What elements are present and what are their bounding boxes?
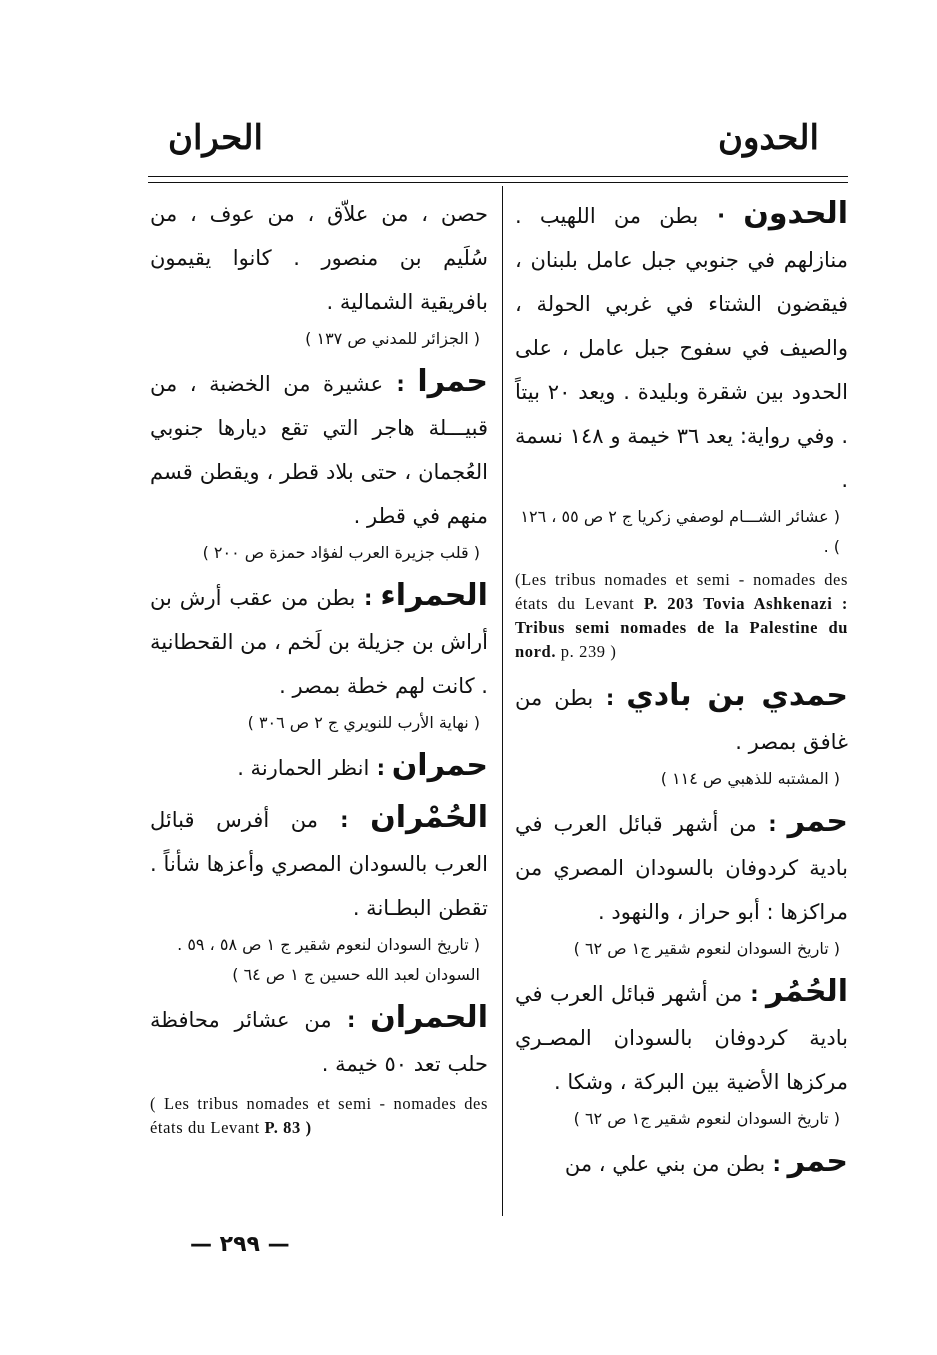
entry-separator: : bbox=[756, 812, 777, 836]
entry-separator: : bbox=[742, 982, 759, 1006]
entry-alhumur bbox=[515, 970, 848, 1134]
right-column bbox=[515, 192, 848, 1192]
entry-separator: · bbox=[698, 204, 726, 228]
entry-body bbox=[150, 996, 488, 1086]
entry-separator: : bbox=[383, 372, 405, 396]
entry-humar-bani-ali bbox=[515, 1140, 848, 1186]
entry-source: ( تاريخ السودان لنعوم شقير ج ١ ص ٥٨ ، ٥٩ . السودان لعبد الله حسين ج ١ ص ٦٤ ) bbox=[177, 935, 480, 984]
entry-text: بطن من عقب أرش بن أراش بن جزيلة بن لَخم ، من القحطانية . كانت لهم خطة بمصر . bbox=[150, 586, 488, 698]
entry-body bbox=[150, 796, 488, 930]
entry-text: من أفرس قبائل العرب بالسودان المصري وأعزها شأناً . تقطن البطـانة . bbox=[150, 808, 488, 920]
entry-text: عشيرة من الخضبة ، من قبيـــلة هاجر التي تقع ديارها جنوبي العُجمان ، حتى بلاد قطر ، ويقطن قسم منهم في قطر . bbox=[150, 372, 488, 528]
french-reference bbox=[150, 1092, 488, 1140]
entry-headword: حمر bbox=[787, 804, 849, 839]
entry-continuation bbox=[150, 192, 488, 354]
entry-humar bbox=[515, 800, 848, 964]
entry-text: بطن من غافق بمصر . bbox=[515, 686, 848, 754]
entry-body bbox=[150, 360, 488, 538]
entry-body: حصن ، من علاّق ، من عوف ، من سُلَيم بن منصور . كانوا يقيمون بافريقية الشمالية . bbox=[150, 202, 488, 314]
column-divider bbox=[502, 186, 503, 1216]
entry-alhadun bbox=[515, 192, 848, 664]
entry-source: ( المشتبه للذهبي ص ١١٤ ) bbox=[660, 769, 840, 788]
entry-separator: : bbox=[331, 1008, 356, 1032]
entry-hamran bbox=[150, 744, 488, 790]
entry-hamdi-ibn-badi bbox=[515, 674, 848, 794]
entry-body bbox=[150, 744, 488, 790]
entry-separator: : bbox=[355, 586, 373, 610]
running-head-left: الحران bbox=[168, 118, 263, 158]
french-reference-page: P. 203 bbox=[643, 594, 694, 613]
entry-headword: حمران bbox=[391, 748, 488, 783]
entry-headword: الحُمْران bbox=[370, 800, 488, 835]
entry-headword: حمرا bbox=[417, 364, 488, 399]
entry-text: من أشهر قبائل العرب في بادية كردوفان بالسودان المصـري مركزها الأضية بين البركة ، وشكا . bbox=[515, 982, 848, 1094]
entry-headword: الحمران bbox=[370, 1000, 488, 1035]
entry-headword: الحدون bbox=[743, 196, 848, 231]
entry-body bbox=[150, 574, 488, 708]
entry-text: بطن من اللهيب . منازلهم في جنوبي جبل عامل بلبنان ، فيقضون الشتاء في غربي الحولة ، والصيف في سفوح جبل عامل ، على الحدود بين شقرة وبليدة . ويعد ٢٠ بيتاً . وفي رواية: يعد ٣٦ خيمة و ١٤٨ نسمة . bbox=[515, 204, 849, 492]
left-column bbox=[150, 192, 488, 1150]
running-head-right: الحدون bbox=[718, 118, 819, 158]
header-rule-bottom bbox=[148, 182, 848, 183]
entry-source: ( عشائر الشـــام لوصفي زكريا ج ٢ ص ٥٥ ، ١٢٦ ) . bbox=[520, 507, 840, 556]
entry-body bbox=[515, 800, 848, 934]
french-reference-text: ( Les tribus nomades et semi - nomades des états du Levant bbox=[150, 1094, 488, 1137]
entry-headword: الحُمُر bbox=[766, 974, 848, 1009]
entry-separator: : bbox=[369, 756, 386, 780]
entry-text: انظر الحمارنة . bbox=[237, 756, 370, 780]
entry-body bbox=[515, 1140, 848, 1186]
french-reference-page: P. 83 ) bbox=[264, 1118, 312, 1137]
header-rule-top bbox=[148, 176, 848, 177]
french-reference-page-2: p. 239 ) bbox=[560, 642, 617, 661]
entry-source: ( الجزائر للمدني ص ١٣٧ ) bbox=[305, 329, 480, 348]
entry-alhumran bbox=[150, 796, 488, 990]
entry-body bbox=[515, 192, 848, 502]
entry-separator: : bbox=[593, 686, 615, 710]
entry-separator: : bbox=[765, 1152, 781, 1176]
entry-source: ( تاريخ السودان لنعوم شقير ج١ ص ٦٢ ) bbox=[573, 1109, 840, 1128]
entry-headword: حمدي بن بادي bbox=[626, 678, 848, 713]
page-number: — ٢٩٩ — bbox=[190, 1232, 290, 1257]
entry-body bbox=[515, 674, 848, 764]
entry-source: ( تاريخ السودان لنعوم شقير ج١ ص ٦٢ ) bbox=[573, 939, 840, 958]
entry-alhamra bbox=[150, 574, 488, 738]
entry-alhamran-aleppo bbox=[150, 996, 488, 1140]
french-reference-text: (Les tribus nomades et semi - nomades des états du Levant bbox=[515, 570, 848, 613]
entry-body bbox=[515, 970, 848, 1104]
entry-hamra bbox=[150, 360, 488, 568]
entry-source: ( قلب جزيرة العرب لفؤاد حمزة ص ٢٠٠ ) bbox=[202, 543, 480, 562]
entry-headword: الحمراء bbox=[380, 578, 488, 613]
entry-source: ( نهاية الأرب للنويري ج ٢ ص ٣٠٦ ) bbox=[247, 713, 480, 732]
entry-text: بطن من بني علي ، من bbox=[564, 1152, 766, 1176]
entry-text: من عشائر محافظة حلب تعد ٥٠ خيمة . bbox=[150, 1008, 488, 1076]
entry-headword: حمر bbox=[787, 1144, 848, 1179]
entry-text: من أشهر قبائل العرب في بادية كردوفان بالسودان المصري من مراكزها : أبو حراز ، والنهود . bbox=[515, 812, 848, 924]
french-reference-author: Tovia Ashkenazi : Tribus semi nomades de la Palestine du nord. bbox=[515, 594, 848, 661]
entry-separator: : bbox=[317, 808, 349, 832]
french-reference bbox=[515, 568, 848, 664]
